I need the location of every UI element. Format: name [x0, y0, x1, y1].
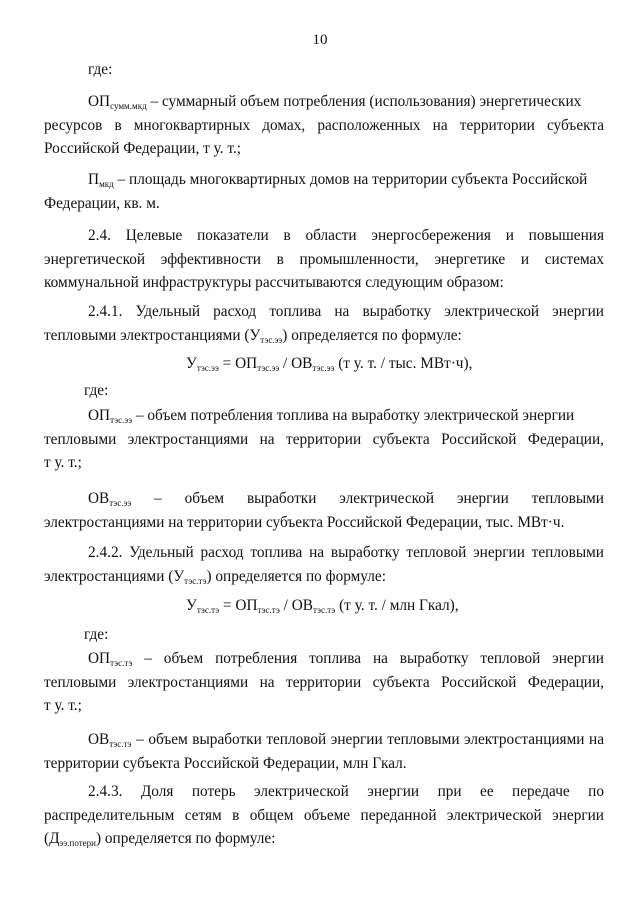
paragraph-line: $(Д_{ээ.потери})$ определяется по формуле: [44, 830, 276, 849]
paragraph-line: 2.4.2. Удельный расход топлива на выработку тепловой энергии тепловыми [88, 544, 604, 561]
definition-line: $ОП_{сумм.мкд}$ – суммарный объем потребления (использования) энергетических [88, 93, 582, 111]
definition-line: территории субъекта Российской Федерации, млн Гкал. [44, 754, 407, 772]
definition-p-mkd [44, 168, 604, 215]
definition-ov-tes-te [44, 728, 604, 775]
definition-line: $ОВ_{тэс.тэ}$ – объем выработки тепловой энергии тепловыми электростанциями на [88, 731, 604, 749]
paragraph-line: 2.4.3. Доля потерь электрической энергии при ее передаче по [88, 783, 604, 800]
formula-u-tes-te: $У_{тэс.тэ} = ОП_{тэс.тэ} / ОВ_{тэс.тэ}$ (т у. т. / млн Гкал), [186, 597, 459, 615]
definition-line: электростанциями на территории субъекта Российской Федерации, тыс. МВт·ч. [44, 513, 565, 531]
paragraph-line: энергетической эффективности в промышленности, энергетике и системах [44, 250, 604, 268]
definition-line: тепловыми электростанциями на территории субъекта Российской Федерации, [44, 673, 604, 691]
definition-op-summ-mkd [44, 90, 604, 161]
paragraph-line: распределительным сетям в общем объеме переданной электрической энергии [44, 806, 604, 824]
where-label-3: где: [84, 626, 109, 643]
definition-line: $ОВ_{тэс.ээ}$ – объем выработки электрической энергии тепловыми [88, 490, 604, 508]
definition-line: Федерации, кв. м. [44, 194, 160, 212]
formula-u-tes-ee: $У_{тэс.ээ} = ОП_{тэс.ээ} / ОВ_{тэс.ээ}$ (т у. т. / тыс. МВт·ч), [186, 355, 473, 373]
definition-line: тепловыми электростанциями на территории субъекта Российской Федерации, [44, 430, 604, 448]
paragraph-line: 2.4.1. Удельный расход топлива на выработку электрической энергии [88, 303, 604, 320]
paragraph-line: тепловыми электростанциями $(У_{тэс.ээ})$ определяется по формуле: [44, 326, 462, 345]
paragraph-line: электростанциями $(У_{тэс.тэ})$ определяется по формуле: [44, 567, 386, 586]
definition-line: Российской Федерации, т у. т.; [44, 140, 241, 158]
definition-line: т у. т.; [44, 697, 82, 715]
definition-line: т у. т.; [44, 454, 82, 472]
paragraph-line: коммунальной инфраструктуры рассчитываются следующим образом: [44, 274, 504, 292]
section-2-4 [44, 224, 604, 295]
section-2-4-2 [44, 541, 604, 588]
definition-line: $ОП_{тэс.ээ}$ – объем потребления топлива на выработку электрической энергии [88, 407, 575, 425]
definition-line: ресурсов в многоквартирных домах, расположенных на территории субъекта [44, 116, 604, 134]
paragraph-line: 2.4. Целевые показатели в области энергосбережения и повышения [88, 227, 604, 244]
definition-line: $ОП_{тэс.тэ}$ – объем потребления топлива на выработку тепловой энергии [88, 650, 604, 668]
definition-ov-tes-ee [44, 487, 604, 534]
definition-line: $П_{мкд}$ – площадь многоквартирных домов на территории субъекта Российской [88, 171, 588, 189]
definition-op-tes-ee [44, 404, 604, 475]
section-2-4-3 [44, 780, 604, 851]
where-label-2: где: [84, 382, 109, 399]
definition-op-tes-te [44, 647, 604, 718]
where-label-1: где: [88, 61, 113, 78]
page-number: 10 [312, 32, 328, 48]
section-2-4-1 [44, 300, 604, 347]
